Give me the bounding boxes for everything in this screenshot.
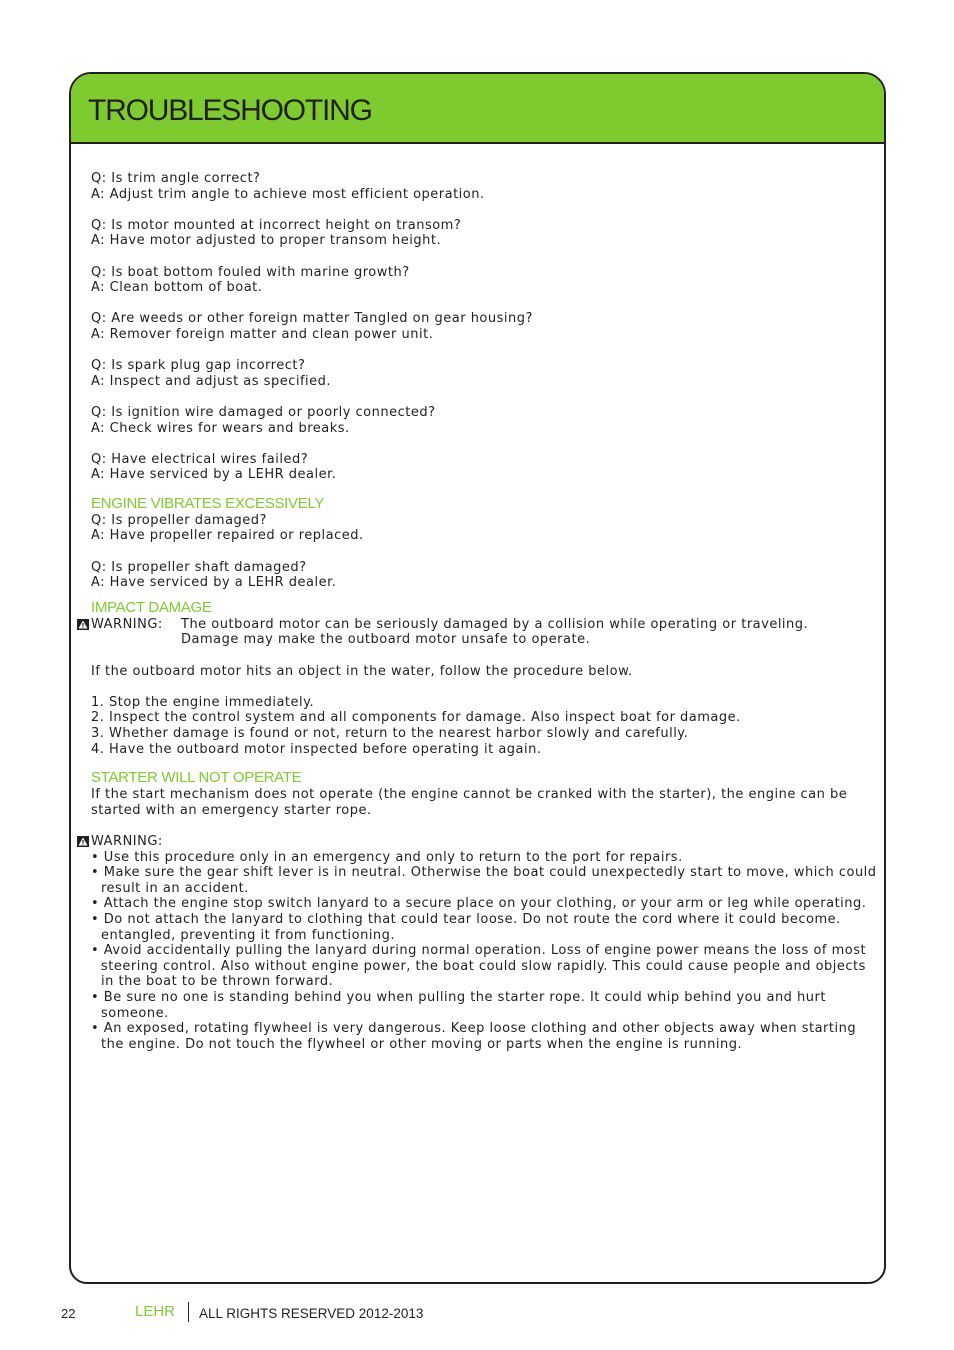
copyright-text: ALL RIGHTS RESERVED 2012-2013 [199, 1306, 424, 1321]
answer: A: Have propeller repaired or replaced. [91, 528, 364, 544]
warning-text: The outboard motor can be seriously damaged by a collision while operating or traveling. [181, 616, 809, 632]
answer: A: Check wires for wears and breaks. [91, 420, 350, 436]
answer: A: Remover foreign matter and clean power unit. [91, 326, 434, 342]
question: Q: Is spark plug gap incorrect? [91, 358, 306, 374]
list-item: • Do not attach the lanyard to clothing that could tear loose. Do not route the cord where it could become. entangled, preventing it from functioning. [91, 911, 841, 943]
page-number: 22 [61, 1306, 76, 1321]
answer: A: Have serviced by a LEHR dealer. [91, 575, 337, 591]
list-item: • Attach the engine stop switch lanyard to a secure place on your clothing, or your arm or leg while operating. [91, 896, 867, 912]
warning-triangle-icon [77, 836, 89, 847]
brand-name: LEHR [135, 1303, 176, 1320]
starter-intro: If the start mechanism does not operate (the engine cannot be cranked with the starter), the engine can be [91, 787, 848, 803]
question: Q: Is propeller damaged? [91, 512, 267, 528]
answer: A: Clean bottom of boat. [91, 280, 263, 296]
impact-intro: If the outboard motor hits an object in the water, follow the procedure below. [91, 663, 633, 679]
question: Q: Have electrical wires failed? [91, 451, 309, 467]
qa-item [91, 218, 881, 249]
section-heading-engine-vibrates: ENGINE VIBRATES EXCESSIVELY [91, 494, 325, 512]
title-banner [71, 74, 884, 144]
starter-warning [91, 834, 881, 850]
list-item: • Avoid accidentally pulling the lanyard during normal operation. Loss of engine power means the loss of most steering control. Also without engine power, the boat could slow rapidly. This could cause people and objects in the boat to be thrown forward. [91, 943, 867, 990]
list-item: • Be sure no one is standing behind you when pulling the starter rope. It could whip behind you and hurt someone. [91, 989, 826, 1021]
question: Q: Is motor mounted at incorrect height on transom? [91, 217, 462, 233]
question: Q: Is propeller shaft damaged? [91, 559, 307, 575]
warning-text-continued: Damage may make the outboard motor unsafe to operate. [181, 632, 591, 648]
answer: A: Have motor adjusted to proper transom height. [91, 233, 442, 249]
list-item: • Use this procedure only in an emergency and only to return to the port for repairs. [91, 849, 683, 865]
starter-warning-list [91, 850, 881, 1053]
qa-item [91, 265, 881, 296]
page-title: TROUBLESHOOTING [88, 94, 372, 127]
question: Q: Is ignition wire damaged or poorly connected? [91, 404, 436, 420]
warning-label: WARNING: [91, 833, 163, 849]
starter-intro-continued: started with an emergency starter rope. [91, 802, 372, 818]
impact-steps [91, 695, 881, 757]
qa-item [91, 311, 881, 342]
qa-item [91, 405, 881, 436]
question: Q: Are weeds or other foreign matter Tangled on gear housing? [91, 311, 533, 327]
question: Q: Is boat bottom fouled with marine growth? [91, 264, 410, 280]
qa-item [91, 560, 881, 591]
answer: A: Adjust trim angle to achieve most efficient operation. [91, 186, 485, 202]
qa-item [91, 171, 881, 202]
warning-triangle-icon [77, 619, 89, 630]
content-body [91, 171, 881, 1052]
qa-item [91, 358, 881, 389]
answer: A: Have serviced by a LEHR dealer. [91, 467, 337, 483]
section-heading-starter: STARTER WILL NOT OPERATE [91, 769, 302, 787]
list-item: 3. Whether damage is found or not, return to the nearest harbor slowly and carefully. [91, 726, 689, 741]
list-item: 2. Inspect the control system and all components for damage. Also inspect boat for damage. [91, 710, 741, 726]
section-heading-impact-damage: IMPACT DAMAGE [91, 598, 212, 616]
warning-label: WARNING: [91, 616, 163, 632]
list-item: 4. Have the outboard motor inspected before operating it again. [91, 741, 542, 757]
impact-warning [91, 617, 881, 648]
list-item: 1. Stop the engine immediately. [91, 694, 315, 710]
question: Q: Is trim angle correct? [91, 171, 261, 186]
list-item: • Make sure the gear shift lever is in neutral. Otherwise the boat could unexpectedly start to move, which could result in an accident. [91, 865, 877, 896]
qa-item [91, 513, 881, 544]
list-item: • An exposed, rotating flywheel is very dangerous. Keep loose clothing and other objects away when starting the engine. Do not touch the flywheel or other moving or parts when the engine is running. [91, 1021, 857, 1052]
answer: A: Inspect and adjust as specified. [91, 373, 332, 389]
qa-item [91, 452, 881, 483]
footer-divider [188, 1302, 189, 1322]
